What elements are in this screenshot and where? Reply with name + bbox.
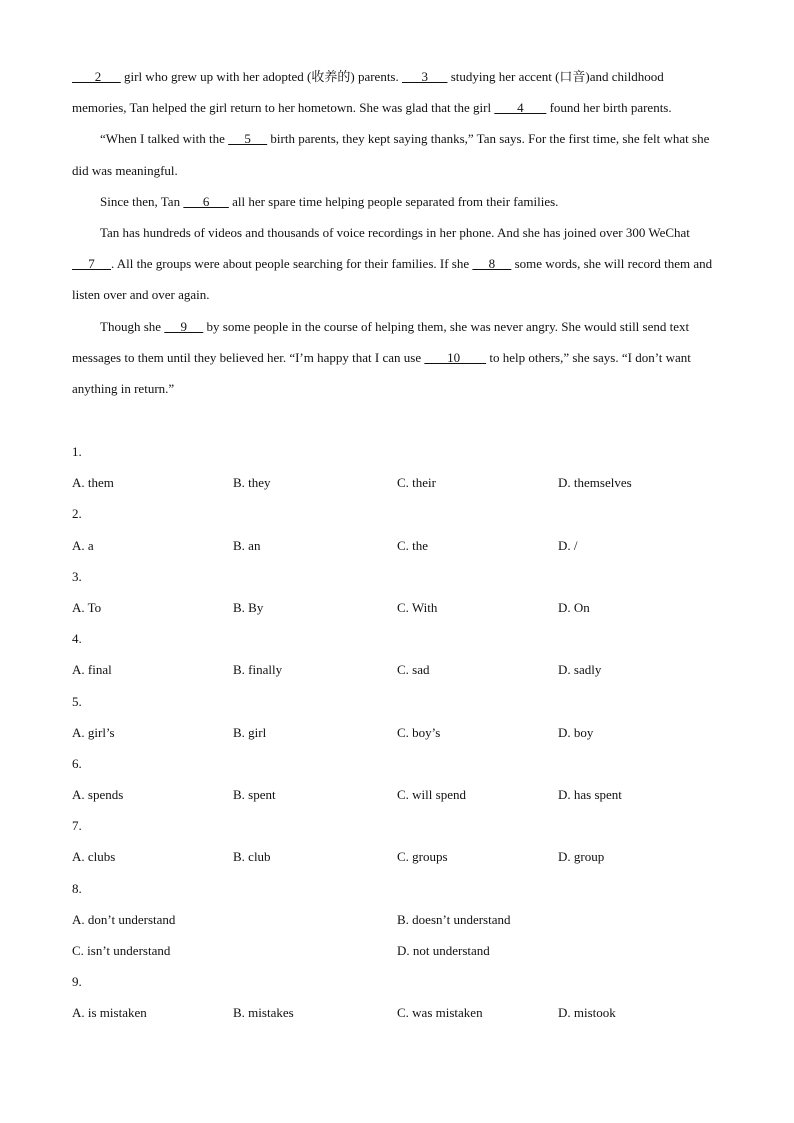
answer-option[interactable]: A. clubs [72, 849, 116, 865]
answer-blank: 7 [72, 256, 111, 272]
answer-option[interactable]: A. spends [72, 787, 124, 803]
answer-blank: 2 [72, 69, 121, 84]
answer-blank: 10 [424, 349, 487, 365]
cloze-passage [72, 61, 714, 404]
answer-option[interactable]: D. / [558, 537, 578, 553]
answer-option[interactable]: B. By [233, 599, 264, 615]
answer-option[interactable]: D. boy [558, 724, 594, 740]
answer-option[interactable]: B. they [233, 475, 271, 491]
answer-blank: 3 [402, 69, 448, 84]
answer-option[interactable]: A. final [72, 662, 112, 678]
option-row [72, 654, 722, 685]
passage-paragraph [72, 123, 714, 185]
question-list [72, 436, 722, 1029]
answer-option[interactable]: C. With [397, 599, 438, 615]
answer-option[interactable]: D. sadly [558, 662, 602, 678]
answer-option[interactable]: C. their [397, 475, 436, 491]
answer-option[interactable]: D. On [558, 599, 590, 615]
answer-option[interactable]: A. a [72, 537, 94, 553]
answer-option[interactable]: B. an [233, 537, 261, 553]
question-number: 7. [72, 818, 82, 834]
question-number: 1. [72, 444, 82, 459]
passage-text: . All the groups were about people searching for their families. If she [111, 256, 473, 272]
option-row [72, 530, 722, 561]
answer-option[interactable]: B. doesn’t understand [397, 911, 511, 927]
answer-blank: 5 [228, 131, 268, 147]
question-number: 9. [72, 974, 82, 990]
answer-option[interactable]: C. the [397, 537, 429, 553]
answer-blank: 9 [164, 318, 204, 334]
option-row [72, 717, 722, 748]
passage-text: to help others,” she says. “I don’t want anything in return.” [72, 349, 691, 397]
option-row [72, 997, 722, 1028]
answer-option[interactable]: B. mistakes [233, 1005, 294, 1021]
passage-text: found her birth parents. [546, 100, 672, 116]
answer-option[interactable]: A. don’t understand [72, 911, 176, 927]
passage-paragraph [72, 61, 714, 123]
answer-option[interactable]: A. is mistaken [72, 1005, 147, 1021]
passage-text: all her spare time helping people separated from their families. [228, 193, 559, 209]
answer-option[interactable]: D. not understand [397, 943, 490, 958]
option-row [72, 841, 722, 872]
answer-option[interactable]: B. spent [233, 787, 276, 803]
passage-text: “When I talked with the [100, 131, 229, 147]
question-number: 5. [72, 693, 82, 709]
passage-text: Though she [100, 318, 165, 334]
option-row [72, 935, 722, 966]
option-row [72, 592, 722, 623]
option-row [72, 779, 722, 810]
passage-paragraph [72, 311, 714, 405]
answer-blank: 8 [472, 256, 512, 272]
answer-option[interactable]: D. has spent [558, 787, 622, 803]
passage-text: Since then, Tan [100, 193, 184, 209]
question-number: 4. [72, 631, 82, 647]
answer-option[interactable]: C. sad [397, 662, 430, 678]
passage-text: studying her accent (口音)and childhood memories, Tan helped the girl return to her hometown. She was glad that the girl [72, 69, 664, 116]
answer-option[interactable]: B. club [233, 849, 271, 865]
question-number: 6. [72, 755, 82, 771]
passage-text: by some people in the course of helping them, she was never angry. She would still send text messages to them until they believed her. “I’m happy that I can use [72, 318, 690, 365]
answer-option[interactable]: A. girl’s [72, 724, 115, 740]
question-number: 2. [72, 506, 82, 522]
passage-text: girl who grew up with her adopted (收养的) parents. [120, 69, 402, 84]
answer-option[interactable]: C. will spend [397, 787, 466, 803]
answer-option[interactable]: B. finally [233, 662, 283, 678]
answer-option[interactable]: C. boy’s [397, 724, 441, 740]
answer-option[interactable]: C. groups [397, 849, 448, 865]
answer-blank: 4 [494, 100, 547, 116]
answer-option[interactable]: C. isn’t understand [72, 943, 171, 958]
answer-option[interactable]: C. was mistaken [397, 1005, 483, 1021]
question-number: 8. [72, 880, 82, 896]
passage-text: Tan has hundreds of videos and thousands of voice recordings in her phone. And she has joined over 300 WeChat [100, 225, 690, 241]
option-row [72, 904, 722, 935]
option-row [72, 467, 722, 498]
passage-text: birth parents, they kept saying thanks,” Tan says. For the first time, she felt what she did was meaningful. [72, 131, 710, 178]
passage-paragraph [72, 186, 714, 217]
answer-blank: 6 [183, 193, 229, 209]
answer-option[interactable]: B. girl [233, 724, 267, 740]
answer-option[interactable]: D. group [558, 849, 605, 865]
answer-option[interactable]: D. themselves [558, 475, 632, 491]
answer-option[interactable]: D. mistook [558, 1005, 616, 1021]
question-number: 3. [72, 568, 82, 584]
passage-text: some words, she will record them and listen over and over again. [72, 256, 713, 303]
answer-option[interactable]: A. them [72, 475, 114, 491]
answer-option[interactable]: A. To [72, 599, 102, 615]
passage-paragraph [72, 217, 714, 311]
